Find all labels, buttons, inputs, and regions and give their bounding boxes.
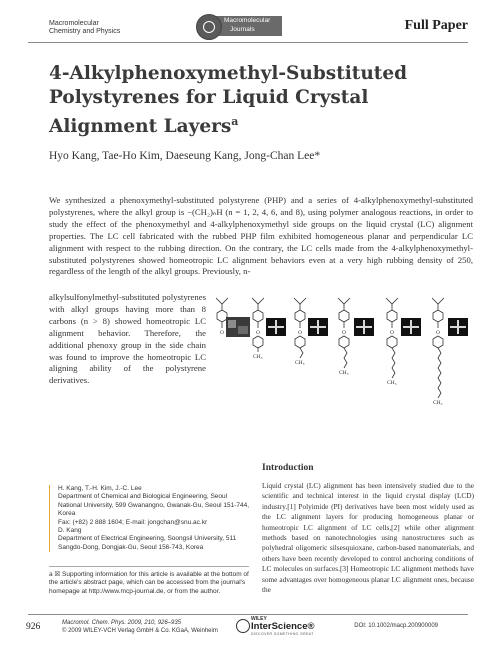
label-o-6: O: [436, 330, 440, 336]
article-title: [49, 62, 429, 139]
label-o-1: O: [220, 330, 224, 336]
logo-mark-icon: [196, 14, 222, 40]
footer-citation: [62, 619, 218, 635]
publisher-globe-icon: [236, 619, 250, 633]
toc-graphic: [208, 290, 478, 435]
doi: DOI: 10.1002/macp.200900009: [354, 623, 438, 629]
affiliation-line: Korea: [58, 510, 76, 518]
structure-n8: [432, 298, 444, 398]
abstract-text: We synthesized a phenoxymethyl-substituted polystyrene (PHP) and a series of 4-alkylphenoxymethyl-substituted polystyrenes, where the alkyl group is −(CH₂)ₙH (n = 1, 2, 4, 6, and 8), using polymer analogous reactions, in order to study the effect of the phenoxymethyl and 4-alkylphenoxymethyl side groups on the liquid crystal (LC) alignment properties. The LC cell fabricated with the rubbed PHP film exhibited homogeneous planar and perpendicular LC alignment with respect to the rubbing direction. On the contrary, the LC cells made from the 4-alkylphenoxymethyl-substituted polystyrenes showed homeotropic LC alignment behaviors even at a very high rubbing density of 250, regardless of the length of the alkyl groups. Previously, n-: [49, 195, 473, 277]
affiliation-line: Fax: (+82) 2 888 1604; E-mail: jongchan@snu.ac.kr: [58, 518, 208, 526]
logo-text-line1: Macromolecular: [224, 17, 271, 24]
affiliation-line: Department of Chemical and Biological Engineering, Seoul: [58, 493, 228, 501]
journal-name-line2: Chemistry and Physics: [49, 28, 121, 35]
label-ch3-2: CH₃: [295, 360, 305, 366]
publisher-top-text: WILEY: [251, 616, 267, 622]
structure-n2: [294, 298, 306, 358]
footer-rule: [28, 614, 468, 615]
journal-logo: [196, 14, 284, 40]
section-heading-introduction: Introduction: [262, 463, 314, 473]
label-ch3-1: CH₃: [253, 354, 263, 360]
affiliation-line: National University, 599 Gwanangno, Gwanak-Gu, Seoul 151-744,: [58, 501, 250, 509]
affiliation-line: Department of Electrical Engineering, Soongsil University, 511: [58, 535, 237, 543]
affiliation-line: D. Kang: [58, 527, 82, 535]
title-line2: Polystyrenes for Liquid Crystal: [49, 87, 369, 108]
section-label: Full Paper: [404, 18, 468, 33]
title-line1: 4-Alkylphenoxymethyl-Substituted: [49, 63, 408, 84]
label-o-2: O: [256, 330, 260, 336]
supporting-info-note: a ☒ Supporting information for this article is available at the bottom of the article's abstract page, which can be accessed from the journal's homepage at http://www.mcp-journal.de, or from the author.: [49, 571, 249, 595]
copyright-line: © 2009 WILEY-VCH Verlag GmbH & Co. KGaA, Weinheim: [62, 628, 218, 634]
publisher-logo: [236, 616, 326, 638]
page-number: 926: [26, 622, 41, 632]
label-ch3-3: CH₃: [339, 370, 349, 376]
citation-line: Macromol. Chem. Phys. 2009, 210, 926–935: [62, 620, 182, 626]
label-o-3: O: [298, 330, 302, 336]
header-rule: [28, 42, 468, 43]
structure-n6: [386, 298, 398, 378]
title-line3: Alignment Layers: [49, 116, 232, 138]
publisher-name: InterScience®: [251, 621, 315, 632]
publisher-tagline: DISCOVER SOMETHING GREAT: [251, 632, 314, 636]
label-ch3-5: CH₃: [433, 400, 443, 406]
affiliation-line: H. Kang, T.-H. Kim, J.-C. Lee: [58, 485, 142, 492]
label-o-5: O: [390, 330, 394, 336]
label-o-4: O: [342, 330, 346, 336]
title-footnote-marker: a: [231, 115, 239, 128]
affiliation-line: Sangdo-Dong, Dongjak-Gu, Seoul 156-743, Korea: [58, 543, 204, 551]
journal-name-line1: Macromolecular: [49, 20, 99, 27]
logo-text-line2: Journals: [230, 26, 255, 33]
journal-name: [49, 20, 120, 36]
label-ch3-4: CH₃: [387, 380, 397, 386]
author-affiliations: [49, 485, 253, 552]
author-list: Hyo Kang, Tae-Ho Kim, Daeseung Kang, Jong-Chan Lee*: [49, 150, 321, 162]
structure-n1: [252, 298, 264, 352]
footnote-rule: [49, 566, 249, 567]
introduction-text: Liquid crystal (LC) alignment has been intensively studied due to the scientific and technical interest in the liquid crystal display (LCD) industry.[1] Polyimide (PI) derivatives have been most widely used as the LC alignment layers for producing homogeneous planar or homeotropic LC alignment of LC cells,[2] while other alignment methods based on nanotechnologies using nanostructures such as polyhedral oligomeric silsesquioxane, carbon-based nanomaterials, and others have been recently developed to control anchoring conditions of LC molecules on surfaces.[3] Homeotropic LC alignment methods have some advantages over homogeneous planar LC alignment ones, because the: [262, 481, 474, 595]
abstract-continuation: alkylsulfonylmethyl-substituted polystyrenes with alkyl groups having more than 8 carbons (n > 8) showed homeotropic LC alignment behavior. Therefore, the additional phenoxy group in the side chain was found to improve the homeotropic LC aligning ability of the polystyrene derivatives.: [49, 292, 206, 386]
